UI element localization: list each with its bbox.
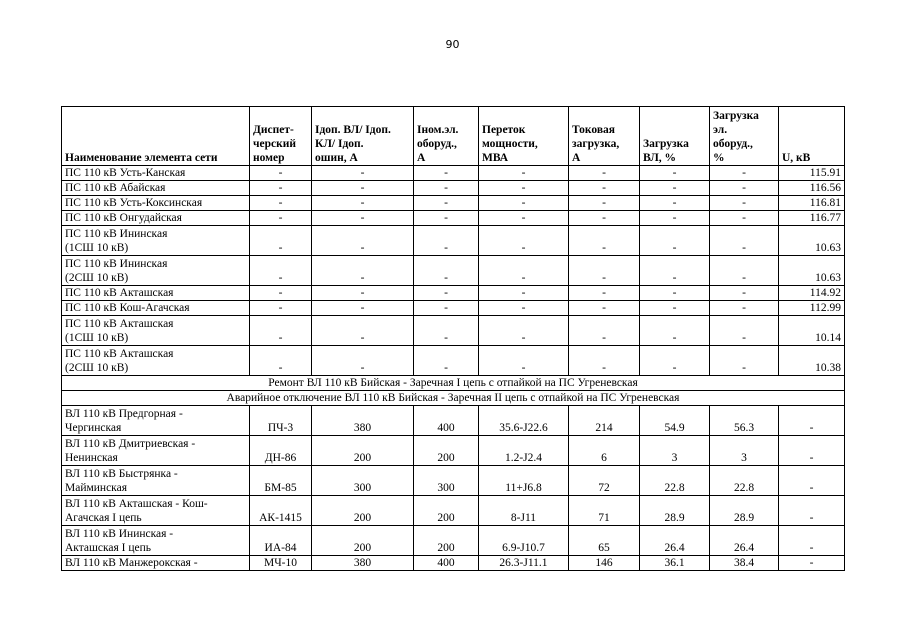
value-cell: 214 — [569, 406, 640, 436]
value-cell: 200 — [414, 526, 479, 556]
value-cell: 300 — [312, 466, 414, 496]
value-cell: - — [414, 256, 479, 286]
value-cell: - — [640, 166, 710, 181]
table-row — [62, 256, 845, 286]
value-cell: 11+J6.8 — [479, 466, 569, 496]
value-cell: - — [569, 346, 640, 376]
value-cell: - — [710, 301, 779, 316]
value-cell: 36.1 — [640, 556, 710, 571]
value-cell: - — [779, 556, 845, 571]
element-name-cell: ПС 110 кВ Абайская — [62, 181, 250, 196]
value-cell: 10.38 — [779, 346, 845, 376]
value-cell: - — [569, 226, 640, 256]
value-cell: - — [569, 316, 640, 346]
value-cell: 26.4 — [710, 526, 779, 556]
value-cell: - — [779, 436, 845, 466]
table-row — [62, 226, 845, 256]
table-row — [62, 301, 845, 316]
value-cell: - — [312, 256, 414, 286]
value-cell: 146 — [569, 556, 640, 571]
value-cell: 28.9 — [640, 496, 710, 526]
value-cell: - — [250, 211, 312, 226]
header-dispatch-number: Диспет- черский номер — [250, 107, 312, 166]
value-cell: - — [479, 166, 569, 181]
header-power-flow: Переток мощности, МВА — [479, 107, 569, 166]
value-cell: - — [250, 316, 312, 346]
table-row — [62, 466, 845, 496]
header-equipment-load: Загрузка эл. оборуд., % — [710, 107, 779, 166]
value-cell: - — [414, 196, 479, 211]
value-cell: 400 — [414, 406, 479, 436]
value-cell: - — [640, 256, 710, 286]
value-cell: 200 — [312, 496, 414, 526]
value-cell: - — [569, 196, 640, 211]
value-cell: - — [414, 211, 479, 226]
value-cell: 380 — [312, 406, 414, 436]
value-cell: ДН-86 — [250, 436, 312, 466]
value-cell: - — [250, 226, 312, 256]
value-cell: - — [479, 226, 569, 256]
value-cell: 380 — [312, 556, 414, 571]
value-cell: - — [250, 181, 312, 196]
element-name-cell: ПС 110 кВ Ининская (2СШ 10 кВ) — [62, 256, 250, 286]
value-cell: - — [312, 181, 414, 196]
table-row — [62, 436, 845, 466]
value-cell: БМ-85 — [250, 466, 312, 496]
header-element-name: Наименование элемента сети — [62, 107, 250, 166]
element-name-cell: ПС 110 кВ Усть-Коксинская — [62, 196, 250, 211]
value-cell: ИА-84 — [250, 526, 312, 556]
element-name-cell: ПС 110 кВ Акташская (2СШ 10 кВ) — [62, 346, 250, 376]
value-cell: 1.2-J2.4 — [479, 436, 569, 466]
value-cell: - — [250, 196, 312, 211]
value-cell: - — [414, 181, 479, 196]
value-cell: - — [414, 286, 479, 301]
value-cell: - — [569, 211, 640, 226]
value-cell: 10.63 — [779, 256, 845, 286]
table-row — [62, 406, 845, 436]
value-cell: 200 — [414, 436, 479, 466]
value-cell: - — [710, 316, 779, 346]
value-cell: - — [312, 316, 414, 346]
value-cell: - — [640, 316, 710, 346]
value-cell: 10.14 — [779, 316, 845, 346]
header-line-load: Загрузка ВЛ, % — [640, 107, 710, 166]
value-cell: 300 — [414, 466, 479, 496]
header-current-load: Токовая загрузка, А — [569, 107, 640, 166]
value-cell: 10.63 — [779, 226, 845, 256]
value-cell: - — [250, 166, 312, 181]
element-name-cell: ПС 110 кВ Ининская (1СШ 10 кВ) — [62, 226, 250, 256]
value-cell: - — [779, 466, 845, 496]
value-cell: - — [569, 166, 640, 181]
value-cell: - — [312, 196, 414, 211]
value-cell: 115.91 — [779, 166, 845, 181]
value-cell: - — [312, 226, 414, 256]
page-number: 90 — [445, 38, 460, 51]
value-cell: - — [250, 301, 312, 316]
table-row — [62, 196, 845, 211]
table-body — [62, 166, 845, 571]
table-row — [62, 166, 845, 181]
value-cell: - — [640, 301, 710, 316]
element-name-cell: ВЛ 110 кВ Акташская - Кош- Агачская I цепь — [62, 496, 250, 526]
element-name-cell: ПС 110 кВ Акташская — [62, 286, 250, 301]
value-cell: МЧ-10 — [250, 556, 312, 571]
value-cell: АК-1415 — [250, 496, 312, 526]
value-cell: 3 — [640, 436, 710, 466]
header-voltage: U, кВ — [779, 107, 845, 166]
value-cell: 28.9 — [710, 496, 779, 526]
value-cell: - — [569, 181, 640, 196]
element-name-cell: ВЛ 110 кВ Дмитриевская - Ненинская — [62, 436, 250, 466]
value-cell: 26.4 — [640, 526, 710, 556]
value-cell: - — [479, 196, 569, 211]
value-cell: - — [710, 346, 779, 376]
header-permissible-current: Iдоп. ВЛ/ Iдоп. КЛ/ Iдоп. ошин, А — [312, 107, 414, 166]
value-cell: - — [479, 346, 569, 376]
element-name-cell: ПС 110 кВ Акташская (1СШ 10 кВ) — [62, 316, 250, 346]
value-cell: - — [710, 286, 779, 301]
value-cell: - — [250, 286, 312, 301]
value-cell: 116.81 — [779, 196, 845, 211]
section-row — [62, 391, 845, 406]
table-row — [62, 286, 845, 301]
table-row — [62, 181, 845, 196]
value-cell: 35.6-J22.6 — [479, 406, 569, 436]
value-cell: - — [414, 226, 479, 256]
element-name-cell: ВЛ 110 кВ Манжерокская - — [62, 556, 250, 571]
value-cell: - — [710, 256, 779, 286]
value-cell: 112.99 — [779, 301, 845, 316]
value-cell: - — [479, 181, 569, 196]
value-cell: - — [312, 166, 414, 181]
value-cell: - — [779, 406, 845, 436]
value-cell: - — [710, 181, 779, 196]
value-cell: - — [414, 166, 479, 181]
value-cell: - — [640, 286, 710, 301]
element-name-cell: ВЛ 110 кВ Предгорная - Чергинская — [62, 406, 250, 436]
value-cell: - — [312, 211, 414, 226]
value-cell: - — [640, 226, 710, 256]
value-cell: 116.77 — [779, 211, 845, 226]
value-cell: 400 — [414, 556, 479, 571]
table-row — [62, 556, 845, 571]
value-cell: 116.56 — [779, 181, 845, 196]
value-cell: 56.3 — [710, 406, 779, 436]
value-cell: 38.4 — [710, 556, 779, 571]
value-cell: 200 — [312, 526, 414, 556]
value-cell: 22.8 — [640, 466, 710, 496]
value-cell: 26.3-J11.1 — [479, 556, 569, 571]
header-row — [62, 107, 845, 166]
section-title: Аварийное отключение ВЛ 110 кВ Бийская - Заречная II цепь с отпайкой на ПС Угреневская — [62, 391, 845, 406]
element-name-cell: ВЛ 110 кВ Быстрянка - Майминская — [62, 466, 250, 496]
element-name-cell: ВЛ 110 кВ Ининская - Акташская I цепь — [62, 526, 250, 556]
value-cell: - — [479, 211, 569, 226]
table-row — [62, 211, 845, 226]
value-cell: - — [640, 181, 710, 196]
table-row — [62, 526, 845, 556]
value-cell: - — [779, 496, 845, 526]
section-row — [62, 376, 845, 391]
value-cell: - — [710, 196, 779, 211]
value-cell: - — [312, 286, 414, 301]
value-cell: - — [250, 346, 312, 376]
value-cell: - — [479, 316, 569, 346]
value-cell: - — [312, 301, 414, 316]
value-cell: 200 — [414, 496, 479, 526]
value-cell: 6.9-J10.7 — [479, 526, 569, 556]
value-cell: - — [640, 211, 710, 226]
element-name-cell: ПС 110 кВ Кош-Агачская — [62, 301, 250, 316]
value-cell: - — [479, 286, 569, 301]
value-cell: - — [569, 301, 640, 316]
table-row — [62, 316, 845, 346]
value-cell: - — [569, 256, 640, 286]
table-row — [62, 346, 845, 376]
value-cell: - — [479, 301, 569, 316]
element-name-cell: ПС 110 кВ Усть-Канская — [62, 166, 250, 181]
value-cell: - — [479, 256, 569, 286]
value-cell: - — [640, 196, 710, 211]
value-cell: 22.8 — [710, 466, 779, 496]
value-cell: 8-J11 — [479, 496, 569, 526]
value-cell: 65 — [569, 526, 640, 556]
value-cell: - — [414, 346, 479, 376]
value-cell: 114.92 — [779, 286, 845, 301]
value-cell: 72 — [569, 466, 640, 496]
header-rated-current: Iном.эл. оборуд., А — [414, 107, 479, 166]
value-cell: - — [414, 316, 479, 346]
value-cell: - — [710, 226, 779, 256]
section-title: Ремонт ВЛ 110 кВ Бийская - Заречная I цепь с отпайкой на ПС Угреневская — [62, 376, 845, 391]
element-name-cell: ПС 110 кВ Онгудайская — [62, 211, 250, 226]
network-load-table — [61, 106, 845, 571]
value-cell: - — [414, 301, 479, 316]
value-cell: 3 — [710, 436, 779, 466]
value-cell: 71 — [569, 496, 640, 526]
table-row — [62, 496, 845, 526]
value-cell: 6 — [569, 436, 640, 466]
value-cell: - — [710, 211, 779, 226]
value-cell: - — [779, 526, 845, 556]
value-cell: 54.9 — [640, 406, 710, 436]
value-cell: ПЧ-3 — [250, 406, 312, 436]
value-cell: 200 — [312, 436, 414, 466]
value-cell: - — [312, 346, 414, 376]
value-cell: - — [250, 256, 312, 286]
value-cell: - — [710, 166, 779, 181]
value-cell: - — [569, 286, 640, 301]
value-cell: - — [640, 346, 710, 376]
